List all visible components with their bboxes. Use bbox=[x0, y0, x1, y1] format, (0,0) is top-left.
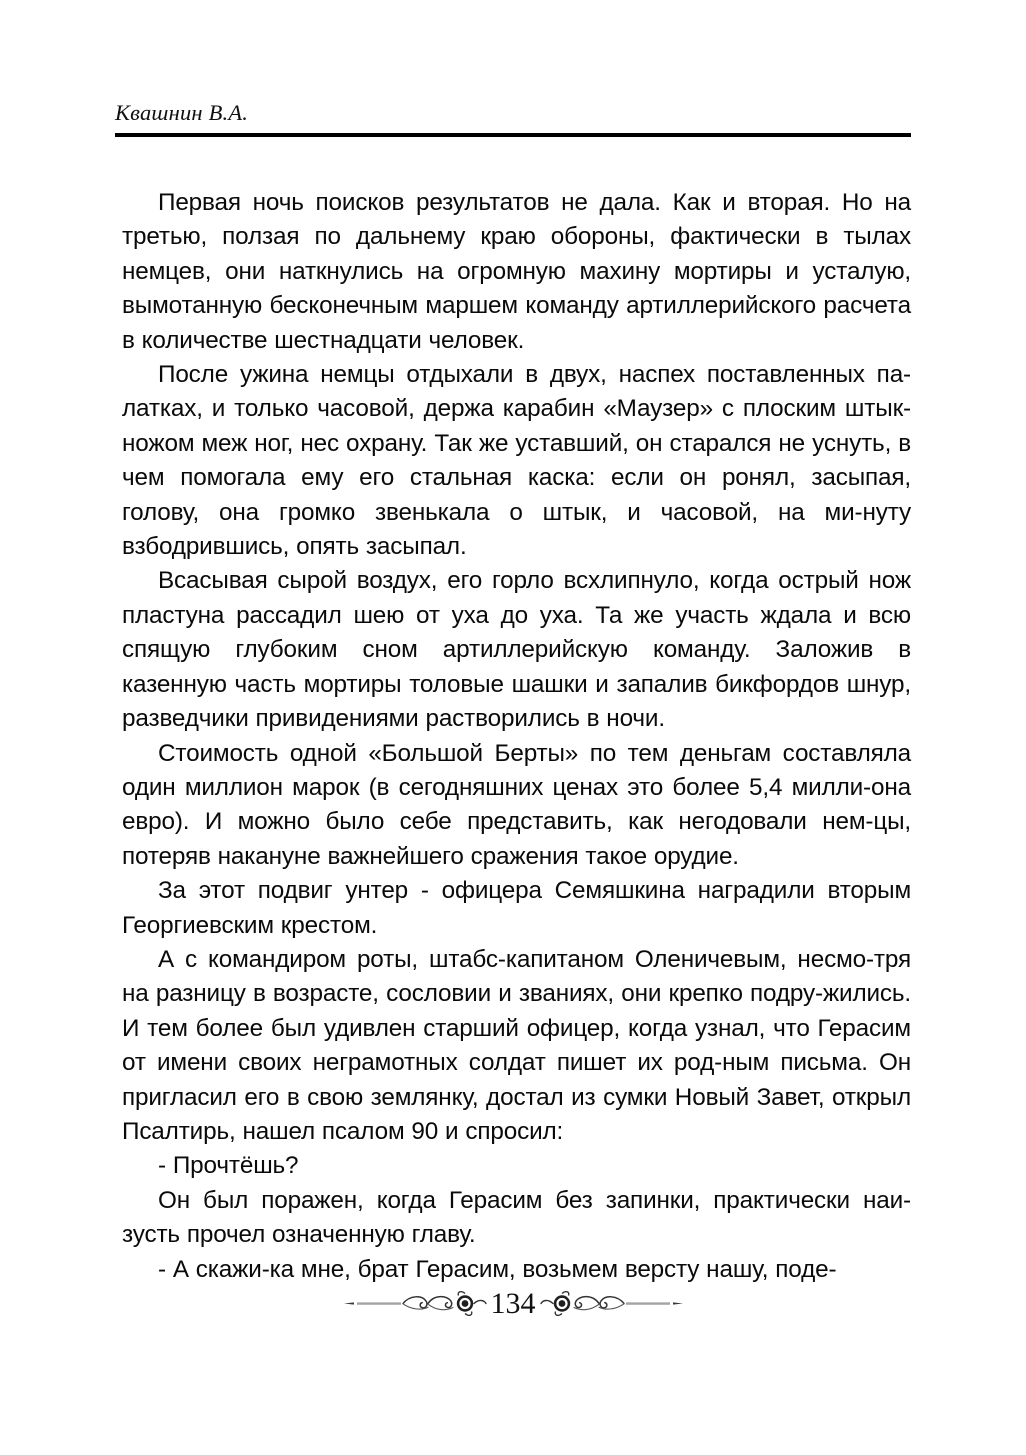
dialogue-line: - Прочтёшь? bbox=[158, 1152, 299, 1180]
flourish-left-icon bbox=[340, 1286, 490, 1320]
body-text-block bbox=[122, 186, 911, 1287]
rosette-icon bbox=[553, 1292, 569, 1316]
flourish-right-icon bbox=[537, 1286, 687, 1320]
footer-ornament-group bbox=[340, 1286, 687, 1320]
running-head-author: Квашнин В.А. bbox=[115, 100, 249, 125]
paragraph: Стоимость одной «Большой Берты» по тем деньгам составляла один миллион марок (в сегодняшних ценах это более 5,4 милли-она евро). И можно было себе представить, как негодовали нем-цы, потеряв накануне важнейшего сражения такое орудие. bbox=[122, 739, 911, 870]
paragraph: Он был поражен, когда Герасим без запинки, практически наи-зусть прочел означенную главу. bbox=[122, 1186, 911, 1249]
rosette-icon bbox=[456, 1292, 472, 1316]
paragraph: А с командиром роты, штабс-капитаном Оленичевым, несмо-тря на разницу в возрасте, сословии и званиях, они крепко подру-жились. И тем более был удивлен старший офицер, когда узнал, что Герасим от имени своих неграмотных солдат пишет их род-ным письма. Он пригласил его в свою землянку, достал из сумки Новый Завет, открыл Псалтирь, нашел псалом 90 и спросил: bbox=[122, 945, 911, 1145]
page-number: 134 bbox=[490, 1287, 536, 1320]
paragraph: За этот подвиг унтер - офицера Семяшкина наградили вторым Георгиевским крестом. bbox=[122, 877, 911, 939]
page-header bbox=[115, 100, 911, 137]
paragraph: После ужина немцы отдыхали в двух, наспех поставленных па-латках, и только часовой, держа карабин «Маузер» с плоским штык-ножом меж ног, нес охрану. Так же уставший, он старался не уснуть, в чем помогала ему его стальная каска: если он ронял, засыпая, голову, она громко звенькала о штык, и часовой, на ми-нуту взбодрившись, опять засыпал. bbox=[122, 361, 911, 561]
paragraph: Первая ночь поисков результатов не дала. Как и вторая. Но на третью, ползая по дальнему краю обороны, фактически в тылах немцев, они наткнулись на огромную махину мортиры и усталую, вымотанную бесконечным маршем команду артиллерийского расчета в количестве шестнадцати человек. bbox=[122, 189, 911, 354]
header-rule bbox=[115, 133, 911, 137]
dialogue-line: - А скажи-ка мне, брат Герасим, возьмем версту нашу, поде- bbox=[158, 1255, 837, 1283]
page-footer bbox=[0, 1286, 1026, 1320]
paragraph: Всасывая сырой воздух, его горло всхлипнуло, когда острый нож пластуна рассадил шею от уха до уха. Та же участь ждала и всю спящую глубоким сном артиллерийскую команду. Заложив в казенную часть мортиры толовые шашки и запалив бикфордов шнур, разведчики привидениями растворились в ночи. bbox=[122, 567, 911, 733]
